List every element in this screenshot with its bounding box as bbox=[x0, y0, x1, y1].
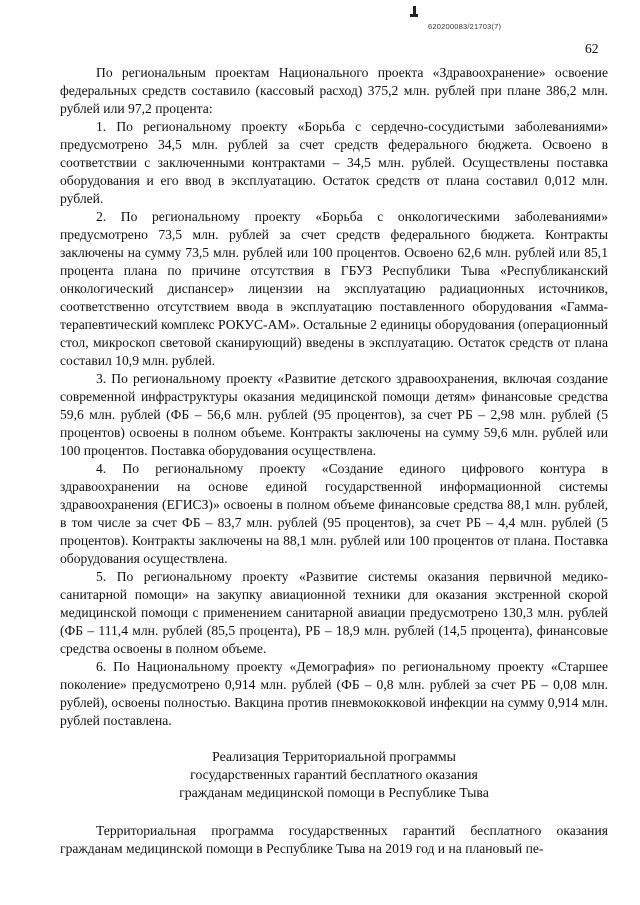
paragraph-project-3: 3. По региональному проекту «Развитие детского здравоохранения, включая создание современной инфраструктуры оказания медицинской помощи детям» финансовые средства 59,6 млн. рублей (ФБ – 56,6 млн. рублей (95 процентов), за счет РБ – 2,98 млн. рублей (5 процентов) освоены в полном объеме. Контракты заключены на сумму 59,6 млн. рублей или 100 процентов. Поставка оборудования осуществлена. bbox=[60, 371, 608, 458]
intro-paragraph: По региональным проектам Национального проекта «Здравоохранение» освоение федеральных средств составило (кассовый расход) 375,2 млн. рублей при плане 386,2 млн. рублей или 97,2 процента: bbox=[60, 65, 608, 116]
page-number: 62 bbox=[585, 41, 599, 56]
paragraph-project-2: 2. По региональному проекту «Борьба с онкологическими заболеваниями» предусмотрено 73,5 млн. рублей за счет средств федерального бюджета. Контракты заключены на сумму 73,5 млн. рублей или 100 процентов. Освоено 62,6 млн. рублей или 85,1 процента плана по причине отсутствия в ГБУЗ Республики Тыва «Республиканский онкологический диспансер» лицензии на эксплуатацию радиационных источников, соответственно отсутствием ввода в эксплуатацию поставленного оборудования «Гамма-терапевтический комплекс РОКУС-АМ». Остальные 2 единицы оборудования (операционный стол, микроскоп световой сканирующий) введены в эксплуатацию. Остаток средств от плана составил 10,9 млн. рублей. bbox=[60, 209, 608, 368]
paragraph-project-4: 4. По региональному проекту «Создание единого цифрового контура в здравоохранении на основе единой государственной информационной системы здравоохранения (ЕГИСЗ)» освоены в полном объеме финансовые средства 88,1 млн. рублей, в том числе за счет ФБ – 83,7 млн. рублей (95 процентов), за счет РБ – 4,4 млн. рублей (5 процентов). Контракты заключены на 88,1 млн. рублей или 100 процентов от плана. Поставка оборудования осуществлена. bbox=[60, 461, 608, 566]
paragraph-project-6: 6. По Национальному проекту «Демография» по региональному проекту «Старшее поколение» предусмотрено 0,914 млн. рублей (ФБ – 0,8 млн. рублей за счет РБ – 0,08 млн. рублей), освоены полностью. Вакцина против пневмококковой инфекции на сумму 0,914 млн. рублей поставлена. bbox=[60, 659, 608, 728]
paragraph-project-1: 1. По региональному проекту «Борьба с сердечно-сосудистыми заболеваниями» предусмотрено 34,5 млн. рублей за счет средств федерального бюджета. Освоено в соответствии с заключенными контрактами – 34,5 млн. рублей. Осуществлены поставка оборудования и его ввод в эксплуатацию. Остаток средств от плана составил 0,012 млн. рублей. bbox=[60, 119, 608, 206]
section-heading-line: гражданам медицинской помощи в Республике Тыва bbox=[179, 785, 489, 800]
section-first-paragraph: Территориальная программа государственных гарантий бесплатного оказания гражданам медицинской помощи в Республике Тыва на 2019 год и на плановый пе- bbox=[60, 823, 608, 856]
document-code: 620200083/21703(7) bbox=[428, 22, 502, 31]
paragraph-project-5: 5. По региональному проекту «Развитие системы оказания первичной медико-санитарной помощи» на закупку авиационной техники для оказания экстренной скорой медицинской помощи с применением санитарной авиации предусмотрено 130,3 млн. рублей (ФБ – 111,4 млн. рублей (85,5 процента), РБ – 18,9 млн. рублей (14,5 процента), финансовые средства освоены в полном объеме. bbox=[60, 569, 608, 656]
body-text bbox=[60, 64, 608, 858]
section-heading-line: государственных гарантий бесплатного оказания bbox=[190, 767, 478, 782]
section-heading-line: Реализация Территориальной программы bbox=[212, 749, 456, 764]
section-heading bbox=[60, 748, 608, 802]
registration-mark-icon bbox=[413, 6, 416, 15]
